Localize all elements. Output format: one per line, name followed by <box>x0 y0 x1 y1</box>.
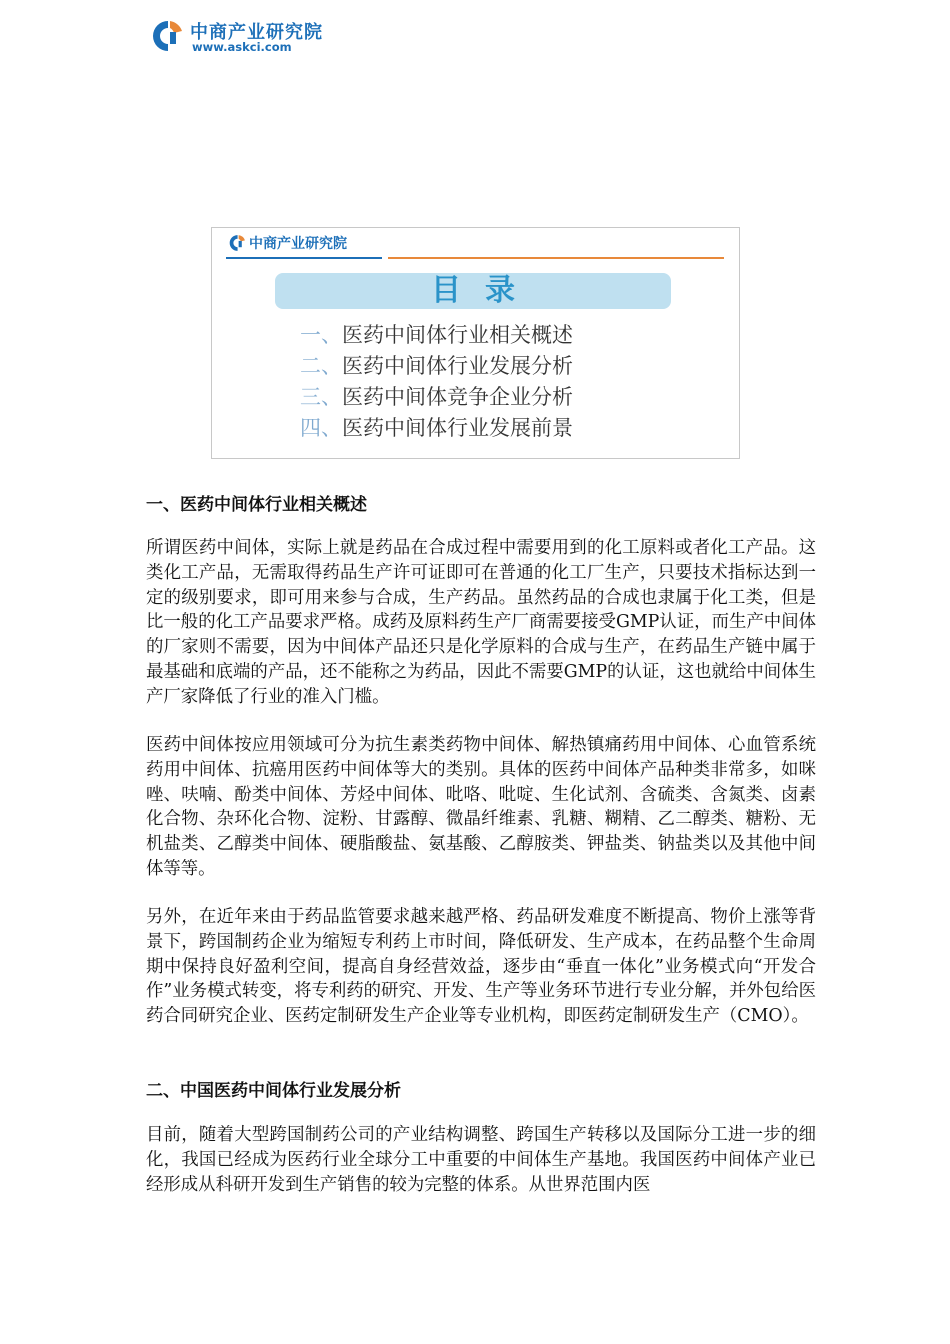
toc-list <box>300 320 573 444</box>
section-1-paragraph-2: 医药中间体按应用领域可分为抗生素类药物中间体、解热镇痛药用中间体、心血管系统药用中间体、抗癌用医药中间体等大的类别。具体的医药中间体产品种类非常多，如咪唑、呋喃、酚类中间体、芳烃中间体、吡咯、吡啶、生化试剂、含硫类、含氮类、卤素化合物、杂环化合物、淀粉、甘露醇、微晶纤维素、乳糖、糊精、乙二醇类、糖粉、无机盐类、乙醇类中间体、硬脂酸盐、氨基酸、乙醇胺类、钾盐类、钠盐类以及其他中间体等等。 <box>146 735 816 879</box>
header-logo <box>146 18 346 54</box>
brand-name: 中商产业研究院 <box>190 22 323 43</box>
toc-item-label: 医药中间体竞争企业分析 <box>342 385 573 409</box>
toc-item-label: 医药中间体行业发展分析 <box>342 354 573 378</box>
toc-divider-blue <box>226 257 382 259</box>
toc-item-number: 二、 <box>300 354 342 378</box>
toc-title: 目录 <box>431 273 539 308</box>
toc-item <box>300 320 573 351</box>
toc-item-number: 三、 <box>300 385 342 409</box>
toc-item <box>300 382 573 413</box>
brand-url: www.askci.com <box>192 40 292 54</box>
toc-item <box>300 413 573 444</box>
toc-logo-mark-icon <box>226 233 246 253</box>
section-2-paragraph-1: 目前，随着大型跨国制药公司的产业结构调整、跨国生产转移以及国际分工进一步的细化，我国已经成为医药行业全球分工中重要的中间体生产基地。我国医药中间体产业已经形成从科研开发到生产销售的较为完整的体系。从世界范围内医 <box>146 1125 816 1195</box>
toc-item-number: 四、 <box>300 416 342 440</box>
toc-logo-text: 中商产业研究院 <box>249 236 347 252</box>
toc-logo <box>226 232 396 254</box>
toc-figure <box>211 227 740 459</box>
section-1-paragraph-1: 所谓医药中间体，实际上就是药品在合成过程中需要用到的化工原料或者化工产品。这类化工产品，无需取得药品生产许可证即可在普通的化工厂生产，只要技术指标达到一定的级别要求，即可用来参与合成，生产药品。虽然药品的合成也隶属于化工类，但是比一般的化工产品要求严格。成药及原料药生产厂商需要接受GMP认证，而生产中间体的厂家则不需要，因为中间体产品还只是化学原料的合成与生产，在药品生产链中属于最基础和底端的产品，还不能称之为药品，因此不需要GMP的认证，这也就给中间体生产厂家降低了行业的准入门槛。 <box>146 538 816 707</box>
section-1-paragraph-3: 另外，在近年来由于药品监管要求越来越严格、药品研发难度不断提高、物价上涨等背景下，跨国制药企业为缩短专利药上市时间，降低研发、生产成本，在药品整个生命周期中保持良好盈利空间，提高自身经营效益，逐步由“垂直一体化”业务模式向“开发合作”业务模式转变，将专利药的研究、开发、生产等业务环节进行专业分解，并外包给医药合同研究企业、医药定制研发生产企业等专业机构，即医药定制研发生产（CMO）。 <box>146 907 816 1027</box>
toc-title-bar <box>275 273 671 309</box>
logo-mark-icon <box>146 18 184 54</box>
toc-divider-orange <box>388 257 724 259</box>
toc-item-number: 一、 <box>300 323 342 347</box>
toc-item-label: 医药中间体行业相关概述 <box>342 323 573 347</box>
toc-item-label: 医药中间体行业发展前景 <box>342 416 573 440</box>
section-2-heading: 二、中国医药中间体行业发展分析 <box>146 1081 401 1101</box>
section-1-heading: 一、医药中间体行业相关概述 <box>146 495 367 515</box>
toc-item <box>300 351 573 382</box>
